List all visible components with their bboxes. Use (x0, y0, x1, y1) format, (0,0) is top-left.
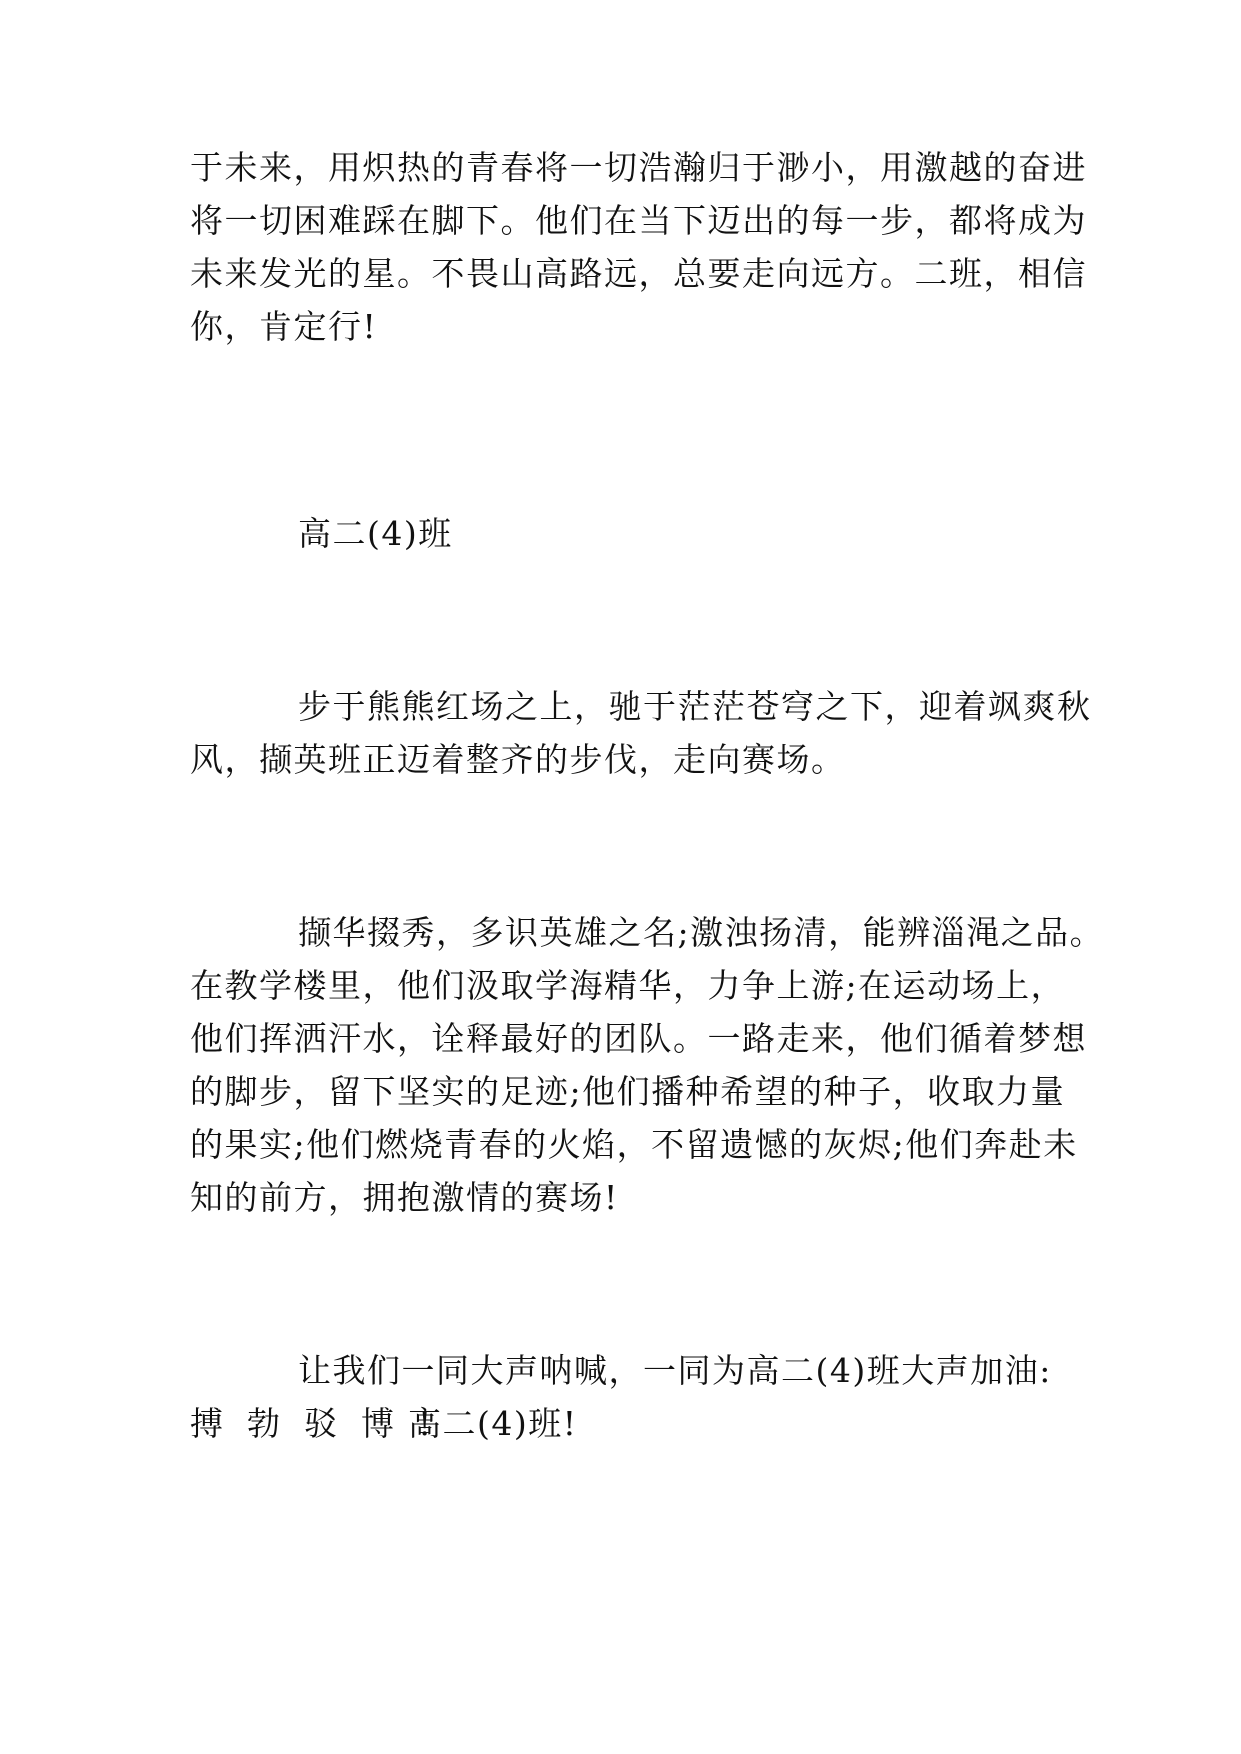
paragraph-2-line-1: 步于熊熊红场之上，驰于茫茫苍穹之下，迎着飒爽秋 (298, 687, 1092, 726)
paragraph-3-line-4: 的脚步，留下坚实的足迹;他们播种希望的种子，收取力量 (190, 1072, 1066, 1111)
paragraph-3-line-5: 的果实;他们燃烧青春的火焰，不留遗憾的灰烬;他们奔赴未 (190, 1125, 1078, 1164)
paragraph-3-line-2: 在教学楼里，他们汲取学海精华，力争上游;在运动场上， (190, 966, 1066, 1005)
paragraph-1-line-1: 于未来，用炽热的青春将一切浩瀚归于渺小，用激越的奋进 (190, 148, 1087, 187)
paragraph-1-line-2: 将一切困难踩在脚下。他们在当下迈出的每一步，都将成为 (190, 201, 1087, 240)
paragraph-4-class-name: 高二(4)班! (408, 1404, 578, 1443)
paragraph-3-line-1: 撷华掇秀，多识英雄之名;激浊扬清，能辨淄渑之品。 (298, 913, 1105, 952)
paragraph-4-cheer: 搏勃驳博! (190, 1404, 456, 1443)
paragraph-2-line-2: 风，撷英班正迈着整齐的步伐，走向赛场。 (190, 740, 846, 779)
section-heading: 高二(4)班 (298, 514, 453, 553)
paragraph-1-line-3: 未来发光的星。不畏山高路远，总要走向远方。二班，相信 (190, 254, 1087, 293)
paragraph-3-line-6: 知的前方，拥抱激情的赛场! (190, 1178, 619, 1217)
paragraph-3-line-3: 他们挥洒汗水，诠释最好的团队。一路走来，他们循着梦想 (190, 1019, 1087, 1058)
paragraph-1-line-4: 你，肯定行! (190, 307, 378, 346)
paragraph-4-line-1: 让我们一同大声呐喊，一同为高二(4)班大声加油: (298, 1351, 1052, 1390)
